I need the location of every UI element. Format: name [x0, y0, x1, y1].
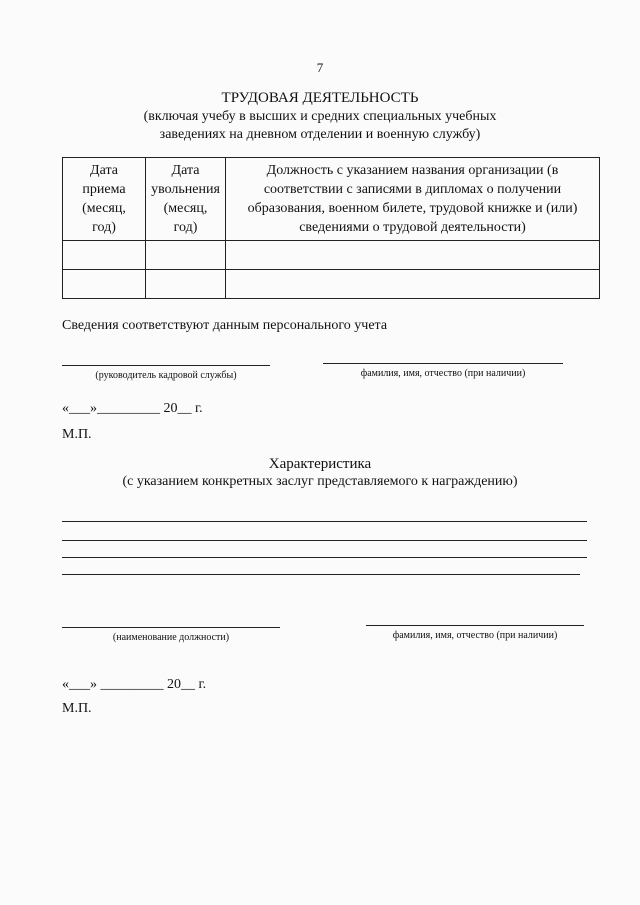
characteristic-subtitle: (с указанием конкретных заслуг представляемого к награждению): [122, 474, 518, 489]
characteristic-line-2[interactable]: [62, 540, 587, 541]
employment-table: [62, 157, 600, 299]
hr-head-signature-line[interactable]: [62, 365, 270, 366]
full-name-line-1[interactable]: [323, 363, 563, 364]
full-name-caption-1: фамилия, имя, отчество (при наличии): [360, 368, 526, 379]
table-cell[interactable]: [226, 241, 600, 270]
table-header-row: [63, 158, 600, 241]
table-cell[interactable]: [146, 241, 226, 270]
section-subtitle: [0, 108, 640, 144]
section-subtitle-line-1: (включая учебу в высших и средних специальных учебных: [143, 109, 497, 124]
table-cell[interactable]: [63, 270, 146, 299]
table-cell[interactable]: [63, 241, 146, 270]
table-cell[interactable]: [226, 270, 600, 299]
date-line-1: «___»_________ 20__ г.: [62, 401, 203, 416]
header-position: Должность с указанием названия организации (в соответствии с записями в дипломах о получении образования, военном билете, трудовой книжке и (или) сведениями о трудовой деятельности): [226, 158, 600, 241]
stamp-place-1: М.П.: [62, 427, 92, 442]
position-signature-line[interactable]: [62, 627, 280, 628]
table-row: [63, 241, 600, 270]
characteristic-line-1[interactable]: [62, 521, 587, 522]
characteristic-line-3[interactable]: [62, 557, 587, 558]
hr-head-caption: (руководитель кадровой службы): [95, 370, 237, 381]
stamp-place-2: М.П.: [62, 701, 92, 716]
characteristic-title: Характеристика: [268, 456, 372, 472]
header-dismissal-date: Дата увольнения (месяц, год): [146, 158, 226, 241]
characteristic-line-4[interactable]: [62, 574, 580, 575]
verification-note: Сведения соответствуют данным персонального учета: [62, 318, 388, 333]
section-subtitle-line-2: заведениях на дневном отделении и военную службу): [159, 127, 481, 142]
full-name-line-2[interactable]: [366, 625, 584, 626]
table-cell[interactable]: [146, 270, 226, 299]
section-title: ТРУДОВАЯ ДЕЯТЕЛЬНОСТЬ: [221, 90, 419, 106]
full-name-caption-2: фамилия, имя, отчество (при наличии): [392, 630, 558, 641]
position-caption: (наименование должности): [112, 632, 230, 643]
date-line-2: «___» _________ 20__ г.: [62, 677, 207, 692]
header-hire-date: Дата приема (месяц, год): [63, 158, 146, 241]
table-row: [63, 270, 600, 299]
page-number: 7: [316, 60, 324, 75]
